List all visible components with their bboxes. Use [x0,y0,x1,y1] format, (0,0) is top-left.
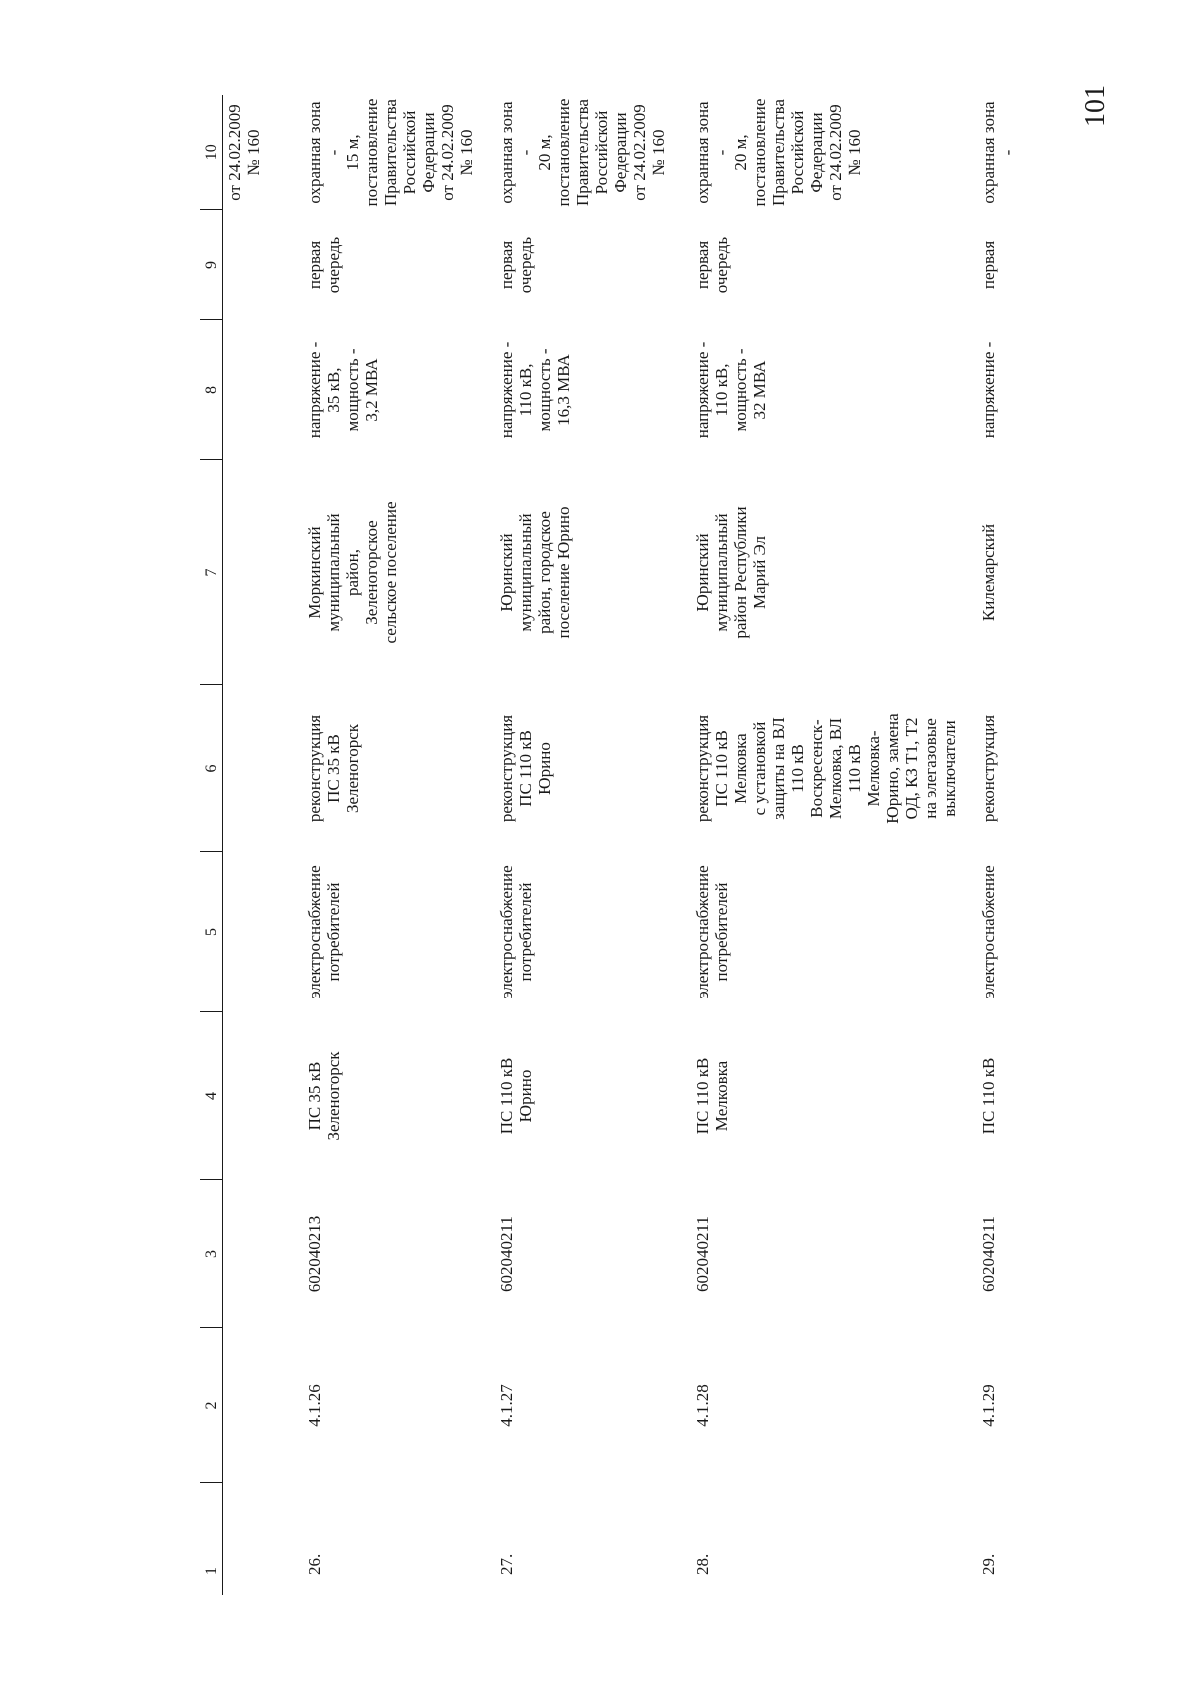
table-row [285,95,477,1595]
column-number-6: 6 [200,685,223,852]
classifier-code: 602040211 [497,1216,516,1292]
construction-stage: первая очередь [693,236,731,294]
item-code: 4.1.28 [693,1384,712,1427]
continuation-empty-cell [223,460,286,685]
continuation-empty-cell [223,1483,286,1595]
work-type: реконструкция ПС 110 кВ Мелковка с установкой защиты на ВЛ 110 кВ Воскресенск- Мелковка, ВЛ 110 кВ Мелковка- Юрино, замена ОД, КЗ Т1, Т2 на элегазовые выключатели [693,713,959,824]
row-number: 27. [497,1553,516,1575]
work-type: реконструкция [979,714,998,823]
continuation-empty-cell [223,210,286,320]
column-numbers-row [200,95,223,1595]
column-number-3: 3 [200,1180,223,1328]
row-number: 28. [693,1553,712,1575]
restriction-zone: охранная зона - 15 м, постановление Правительства Российской Федерации от 24.02.2009 № 160 [305,98,476,207]
column-number-5: 5 [200,852,223,1012]
column-number-9: 9 [200,210,223,320]
column-number-4: 4 [200,1012,223,1180]
facility-purpose: электроснабжение [979,865,998,999]
characteristics: напряжение - 110 кВ, мощность - 16,3 МВА [497,341,573,439]
continuation-empty-cell [223,1012,286,1180]
facility-purpose: электроснабжение потребителей [305,865,343,999]
table-row [673,95,959,1595]
classifier-code: 602040211 [979,1216,998,1292]
continuation-empty-cell [223,685,286,852]
table-body [200,95,1139,1595]
table-row [477,95,673,1595]
classifier-code: 602040213 [305,1215,324,1293]
column-number-2: 2 [200,1328,223,1483]
item-code: 4.1.29 [979,1384,998,1427]
location: Юринский муниципальный район Республики Марий Эл [693,506,769,639]
classifier-code: 602040211 [693,1216,712,1292]
facility-name: ПС 35 кВ Зеленогорск [305,1051,343,1141]
location: Юринский муниципальный район, городское поселение Юрино [497,506,573,639]
location: Моркинский муниципальный район, Зеленогорское сельское поселение [305,501,400,644]
facility-purpose: электроснабжение потребителей [497,865,535,999]
column-number-7: 7 [200,460,223,685]
construction-stage: первая [979,240,998,290]
construction-stage: первая очередь [497,236,535,294]
characteristics: напряжение - [979,341,998,439]
registry-table [200,95,1139,1595]
column-number-10: 10 [200,95,223,210]
column-number-1: 1 [200,1483,223,1595]
facility-name: ПС 110 кВ Мелковка [693,1057,731,1135]
continuation-empty-cell [223,1328,286,1483]
rotated-page-content [200,85,1200,1595]
row-number: 29. [979,1553,998,1575]
continuation-empty-cell [223,1180,286,1328]
table-row [959,95,1139,1595]
restriction-zone: охранная зона - 20 м, постановление Правительства Российской Федерации от 24.02.2009 № 160 [693,98,864,207]
continuation-row [223,95,286,1595]
item-code: 4.1.27 [497,1384,516,1427]
continuation-empty-cell [223,852,286,1012]
work-type: реконструкция ПС 35 кВ Зеленогорск [305,714,362,823]
continuation-zone-text: от 24.02.2009 № 160 [225,104,263,201]
characteristics: напряжение - 35 кВ, мощность - 3,2 МВА [305,341,381,439]
column-number-8: 8 [200,320,223,460]
continuation-empty-cell [223,320,286,460]
facility-name: ПС 110 кВ Юрино [497,1057,535,1135]
location: Килемарский [979,523,998,622]
facility-name: ПС 110 кВ [979,1057,998,1135]
facility-purpose: электроснабжение потребителей [693,865,731,999]
row-number: 26. [305,1553,324,1575]
work-type: реконструкция ПС 110 кВ Юрино [497,714,554,823]
characteristics: напряжение - 110 кВ, мощность - 32 МВА [693,341,769,439]
construction-stage: первая очередь [305,236,343,294]
item-code: 4.1.26 [305,1384,324,1427]
restriction-zone: охранная зона - 20 м, постановление Правительства Российской Федерации от 24.02.2009 № 160 [497,98,668,207]
restriction-zone: охранная зона - [979,101,1017,204]
page-number: 101 [1080,85,1111,127]
